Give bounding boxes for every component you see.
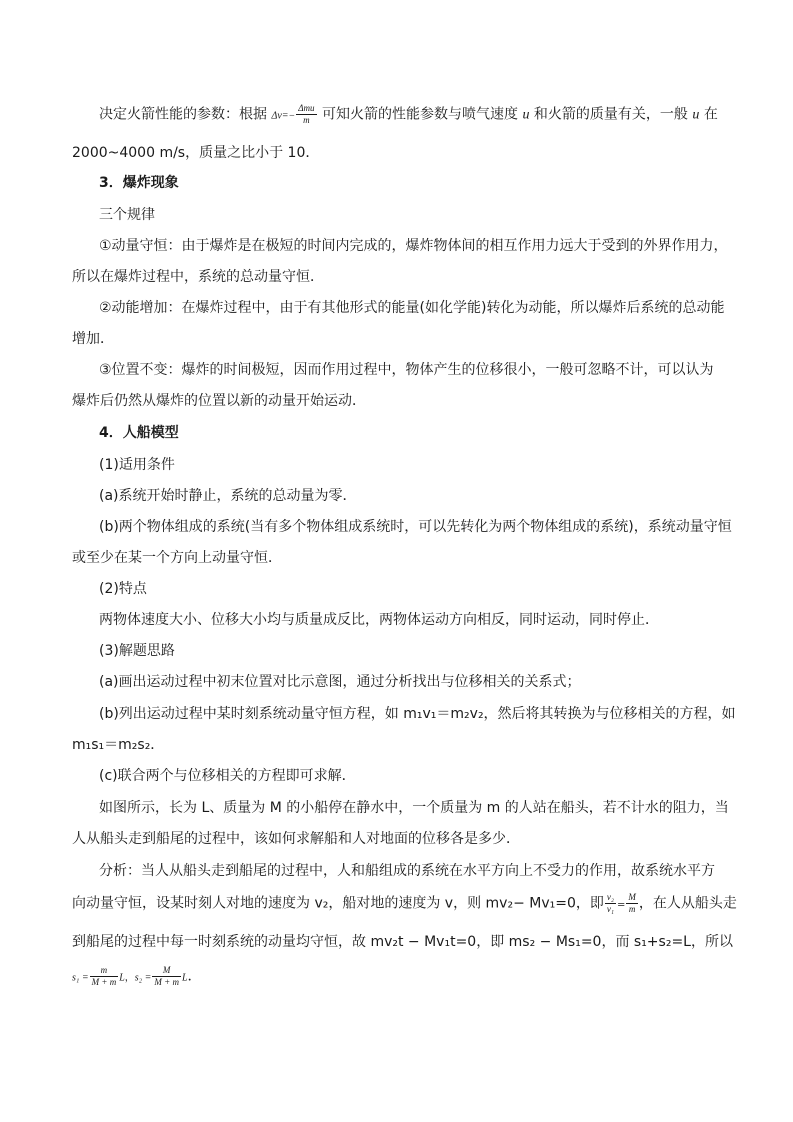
rocket-line-1: [99, 103, 718, 127]
rule-2-line-2: 增加．: [72, 331, 114, 347]
fraction-M-m: $\frac{M}{m}$: [628, 892, 636, 914]
question-line-1: 如图所示，长为 L、质量为 M 的小船停在静水中，一个质量为 m 的人站在船头，若不计水的阻力，当: [99, 800, 729, 816]
analysis-line-2: 向动量守恒，设某时刻人对地的速度为 v₂，船对地的速度为 v，则 mv₂− Mv₁=0，即 $\frac{\text{v₂}}{\text{v₁}}$ = $\frac{M}{m}$ ，在人从船头走: [72, 892, 737, 914]
condition-a: (a)系统开始时静止，系统的总动量为零．: [99, 488, 357, 504]
features-title: (2)特点: [99, 581, 147, 597]
var-u: u: [692, 107, 700, 123]
condition-b-line-2: 或至少在某一个方向上动量守恒．: [72, 550, 282, 566]
step-b-line-1: (b)列出运动过程中某时刻系统动量守恒方程，如 m₁v₁＝m₂v₂，然后将其转换为与位移相关的方程，如: [99, 706, 736, 722]
section-heading-boat: 4．人船模型: [99, 425, 179, 441]
rule-1-line-1: ①动量守恒：由于爆炸是在极短的时间内完成的，爆炸物体间的相互作用力远大于受到的外界作用力，: [99, 238, 728, 254]
rule-2-line-1: ②动能增加：在爆炸过程中，由于有其他形式的能量(如化学能)转化为动能，所以爆炸后系统的总动能: [99, 300, 725, 316]
analysis-line-1: 分析：当人从船头走到船尾的过程中，人和船组成的系统在水平方向上不受力的作用，故系统水平方: [99, 863, 715, 879]
condition-b-line-1: (b)两个物体组成的系统(当有多个物体组成系统时，可以先转化为两个物体组成的系统)，系统动量守恒: [99, 519, 732, 535]
rocket-line-2: 2000~4000 m/s，质量之比小于 10．: [72, 145, 320, 161]
rocket-text-c: 和火箭的质量有关，一般: [533, 106, 688, 123]
formula-fraction: $\frac{\text{Δmu}}{m}$: [298, 103, 315, 125]
fraction-m-over-Mm: $\frac{m}{M + m}$: [91, 965, 117, 987]
rocket-text-d: 在: [703, 106, 718, 123]
explosion-subtitle: 三个规律: [99, 207, 155, 223]
rule-3-line-1: ③位置不变：爆炸的时间极短，因而作用过程中，物体产生的位移很小，一般可忽略不计，可以认为: [99, 362, 714, 378]
question-line-2: 人从船头走到船尾的过程中，该如何求解船和人对地面的位移各是多少．: [72, 831, 520, 847]
result-formula: s₁ = $\frac{m}{M + m}$ L，s₂ = $\frac{M}{M + m}$ L．: [72, 965, 202, 987]
var-u: u: [522, 107, 530, 123]
rocket-text-a: 决定火箭性能的参数：根据: [99, 106, 267, 123]
formula-delta-v: Δv=−: [271, 110, 296, 122]
rule-3-line-2: 爆炸后仍然从爆炸的位置以新的动量开始运动．: [72, 393, 366, 409]
step-a: (a)画出运动过程中初末位置对比示意图，通过分析找出与位移相关的关系式；: [99, 674, 581, 690]
steps-title: (3)解题思路: [99, 643, 175, 659]
rule-1-line-2: 所以在爆炸过程中，系统的总动量守恒．: [72, 269, 324, 285]
section-heading-explosion: 3．爆炸现象: [99, 175, 179, 191]
fraction-v2-v1: $\frac{\text{v₂}}{\text{v₁}}$: [606, 892, 614, 914]
features-text: 两物体速度大小、位移大小均与质量成反比，两物体运动方向相反，同时运动，同时停止．: [99, 612, 659, 628]
analysis-line-3: 到船尾的过程中每一时刻系统的动量均守恒，故 mv₂t − Mv₁t=0，即 ms₂ − Ms₁=0，而 s₁+s₂=L，所以: [72, 934, 733, 950]
fraction-M-over-Mm: $\frac{M}{M + m}$: [154, 965, 179, 987]
step-c: (c)联合两个与位移相关的方程即可求解．: [99, 768, 356, 784]
conditions-title: (1)适用条件: [99, 457, 175, 473]
step-b-line-2: m₁s₁＝m₂s₂．: [72, 737, 165, 753]
rocket-text-b: 可知火箭的性能参数与喷气速度: [322, 106, 519, 123]
